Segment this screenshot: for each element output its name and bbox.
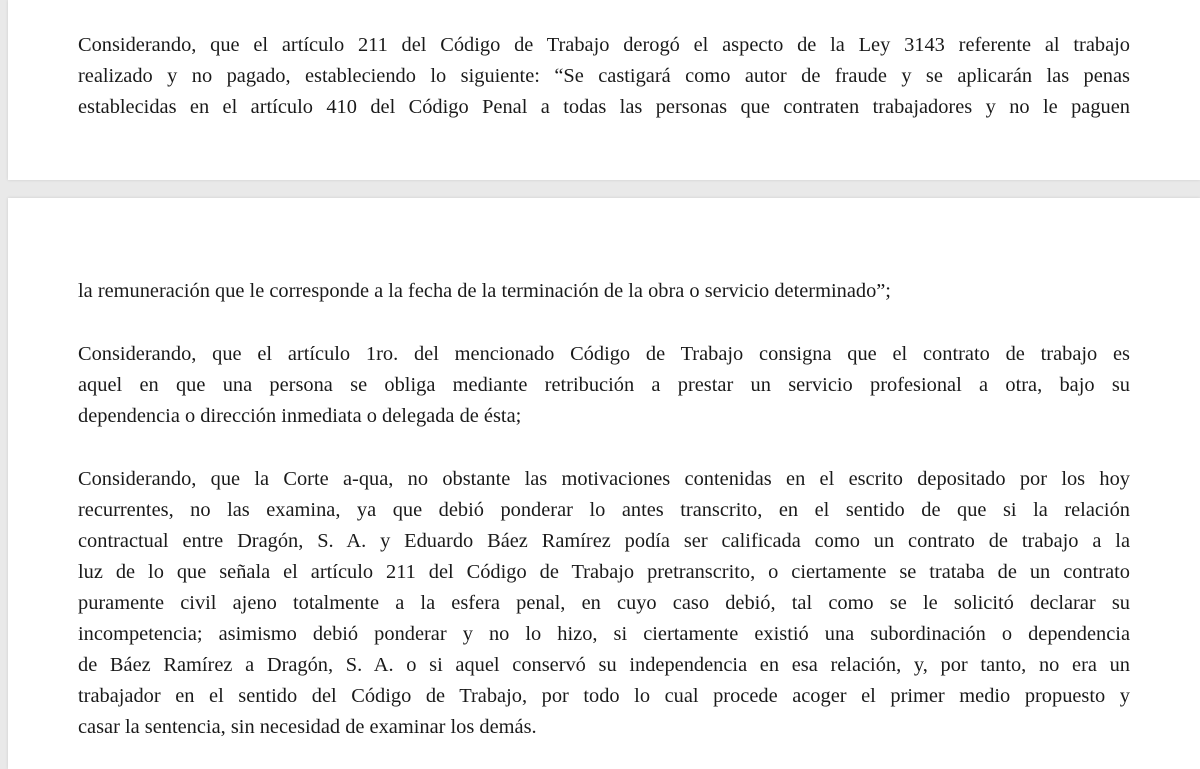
text-line: Considerando, que el artículo 211 del Código de Trabajo derogó el aspecto de la Ley 3143 referente al trabajo [78, 34, 1130, 56]
text-line: casar la sentencia, sin necesidad de examinar los demás. [78, 716, 537, 738]
text-line: puramente civil ajeno totalmente a la esfera penal, en cuyo caso debió, tal como se le solicitó declarar su [78, 592, 1130, 614]
text-line: la remuneración que le corresponde a la fecha de la terminación de la obra o servicio determinado”; [78, 280, 891, 302]
text-line: realizado y no pagado, estableciendo lo siguiente: “Se castigará como autor de fraude y se aplicarán las penas [78, 65, 1130, 87]
text-line: Considerando, que la Corte a-qua, no obstante las motivaciones contenidas en el escrito depositado por los hoy [78, 468, 1130, 490]
text-line: aquel en que una persona se obliga mediante retribución a prestar un servicio profesional a otra, bajo su [78, 374, 1130, 396]
text-line: recurrentes, no las examina, ya que debió ponderar lo antes transcrito, en el sentido de que si la relación [78, 499, 1130, 521]
paragraph-considerando-1ro [78, 339, 1130, 432]
page-top [8, 0, 1200, 180]
paragraph-considerando-corte-aqua [78, 464, 1130, 743]
page-bottom [8, 198, 1200, 769]
paragraph-considerando-211 [78, 30, 1130, 123]
paragraph-remuneracion [78, 276, 1130, 307]
text-line: incompetencia; asimismo debió ponderar y no lo hizo, si ciertamente existió una subordinación o dependencia [78, 623, 1130, 645]
text-line: de Báez Ramírez a Dragón, S. A. o si aquel conservó su independencia en esa relación, y, por tanto, no era un [78, 654, 1130, 676]
text-line: trabajador en el sentido del Código de Trabajo, por todo lo cual procede acoger el primer medio propuesto y [78, 685, 1130, 707]
text-line: Considerando, que el artículo 1ro. del mencionado Código de Trabajo consigna que el contrato de trabajo es [78, 343, 1130, 365]
text-line: luz de lo que señala el artículo 211 del Código de Trabajo pretranscrito, o ciertamente se trataba de un contrato [78, 561, 1130, 583]
text-line: dependencia o dirección inmediata o delegada de ésta; [78, 405, 522, 427]
text-line: establecidas en el artículo 410 del Código Penal a todas las personas que contraten trabajadores y no le paguen [78, 96, 1130, 118]
text-line: contractual entre Dragón, S. A. y Eduardo Báez Ramírez podía ser calificada como un contrato de trabajo a la [78, 530, 1130, 552]
